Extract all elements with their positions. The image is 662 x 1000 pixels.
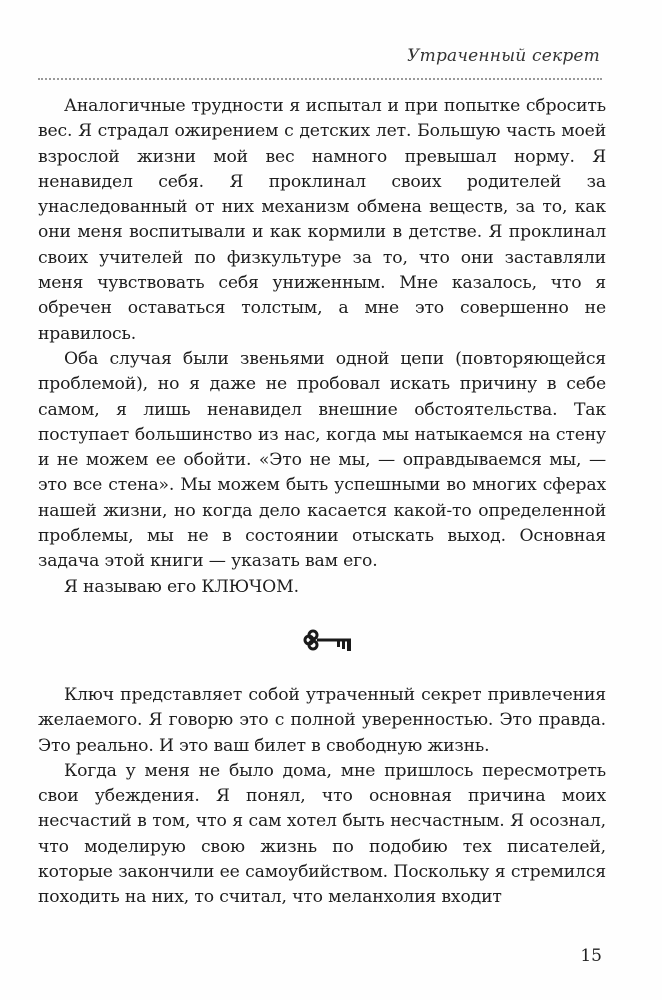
paragraph: Я называю его КЛЮЧОМ.: [64, 576, 299, 597]
paragraph: Ключ представляет собой утраченный секрет привлечения желаемого. Я говорю это с полной уверенностью. Это правда. Это реально. И это ваш билет в свободную жизнь.: [38, 685, 606, 756]
key-icon: [301, 627, 359, 653]
text-block-after-key: [38, 683, 606, 911]
text-block-before-key: [38, 94, 606, 600]
paragraph: Аналогичные трудности я испытал и при попытке сбросить вес. Я страдал ожирением с детских лет. Большую часть моей взрослой жизни мой вес намного превышал норму. Я ненавидел себя. Я проклинал своих родителей за унаследованный от них механизм обмена веществ, за то, как они меня воспитывали и как кормили в детстве. Я проклинал своих учителей по физкультуре за то, что они заставляли меня чувствовать себя униженным. Мне казалось, что я обречен оставаться толстым, а мне это совершенно не нравилось.: [38, 96, 606, 344]
header-divider: [38, 78, 602, 80]
running-title: Утраченный секрет: [407, 46, 600, 66]
paragraph: Когда у меня не было дома, мне пришлось пересмотреть свои убеждения. Я понял, что основная причина моих несчастий в том, что я сам хотел быть несчастным. Я осознал, что моделирую свою жизнь по подобию тех писателей, которые закончили ее самоубийством. Поскольку я стремился походить на них, то считал, что меланхолия входит: [38, 760, 606, 908]
page-number: 15: [580, 946, 602, 966]
paragraph: Оба случая были звеньями одной цепи (повторяющейся проблемой), но я даже не пробовал искать причину в себе самом, я лишь ненавидел внешние обстоятельства. Так поступает большинство из нас, когда мы натыкаемся на стену и не можем ее обойти. «Это не мы, — оправдываемся мы, — это все стена». Мы можем быть успешными во многих сферах нашей жизни, но когда дело касается какой-то определенной проблемы, мы не в состоянии отыскать выход. Основная задача этой книги — указать вам его.: [38, 348, 606, 572]
